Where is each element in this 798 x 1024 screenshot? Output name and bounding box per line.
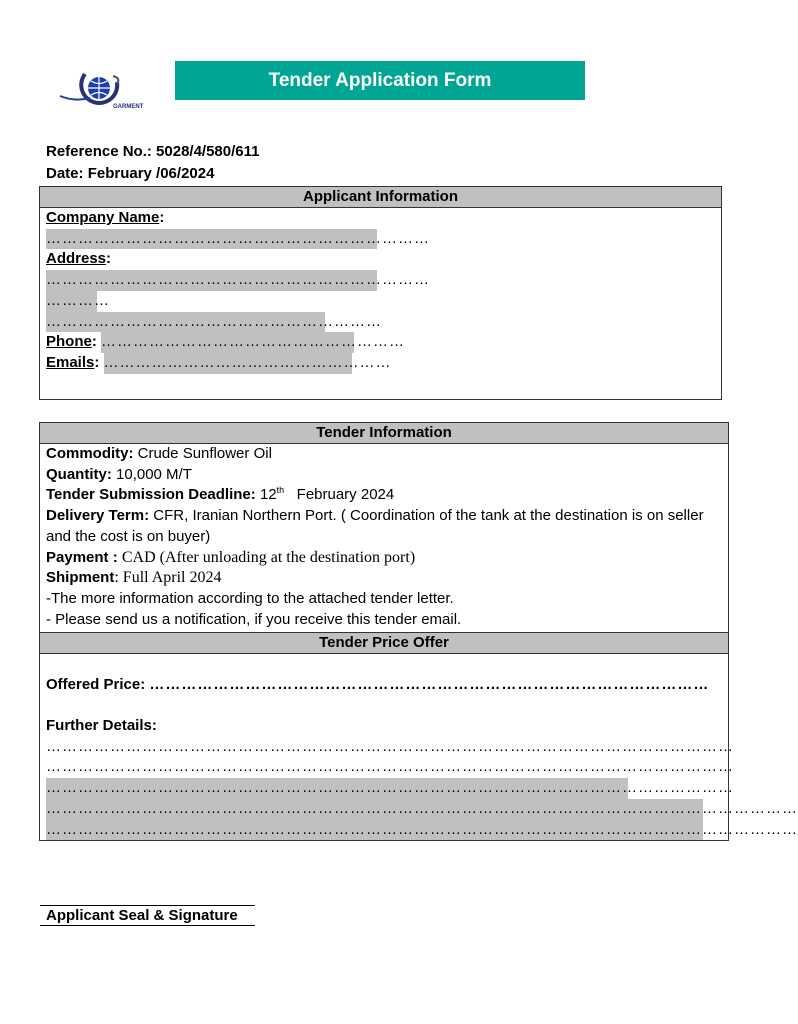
applicant-info-section (39, 186, 722, 400)
tender-info-header: Tender Information (40, 423, 728, 444)
payment-row: Payment : CAD (After unloading at the destination port) (46, 548, 416, 566)
address-field-line-2[interactable]: ………… (46, 291, 97, 312)
price-offer-header: Tender Price Offer (40, 633, 728, 654)
address-label: Address: (46, 250, 112, 268)
deadline-row: Tender Submission Deadline: 12th February 2024 (46, 485, 395, 504)
applicant-seal-signature: Applicant Seal & Signature (40, 905, 255, 926)
tender-info-section (39, 422, 729, 633)
phone-field[interactable]: ………………………………………………… (101, 332, 354, 353)
details-field-line-2[interactable]: ………………………………………………………………………………………………………………… (46, 758, 734, 776)
offered-price-row: Offered Price: …………………………………………………………………………………………… (46, 675, 722, 696)
reference-number: Reference No.: 5028/4/580/611 (46, 143, 260, 160)
company-logo (55, 68, 144, 112)
details-field-line-4[interactable]: …………………………………………………………………………………………………………………………… (46, 799, 703, 820)
further-details-label: Further Details: (46, 717, 157, 735)
emails-field[interactable]: ……………………………………………… (104, 353, 352, 374)
address-field-line-1[interactable]: ……………………………………………………………… (46, 270, 377, 291)
delivery-row: Delivery Term: CFR, Iranian Northern Port. ( Coordination of the tank at the destination is on seller and the cost is on buyer) (46, 507, 704, 545)
emails-label: Emails (46, 353, 95, 371)
details-field-line-1[interactable]: ………………………………………………………………………………………………………………… (46, 737, 734, 755)
form-title: Tender Application Form (175, 61, 585, 100)
date: Date: February /06/2024 (46, 165, 215, 182)
logo-text: GARMENT (113, 104, 144, 110)
emails-row: Emails: ……………………………………………… (46, 353, 715, 374)
offered-price-field[interactable]: …………………………………………………………………………………………… (149, 675, 710, 693)
details-field-line-5[interactable]: …………………………………………………………………………………………………………………………… (46, 820, 703, 841)
phone-row: Phone: ………………………………………………… (46, 332, 715, 353)
shipment-row: Shipment: Full April 2024 (46, 569, 222, 587)
note-attached-letter: -The more information according to the attached tender letter. (46, 589, 454, 607)
details-field-line-3[interactable]: ………………………………………………………………………………………………………………… (46, 778, 628, 799)
commodity-row: Commodity: Crude Sunflower Oil (46, 445, 272, 462)
address-field-line-3[interactable]: ……………………………………………………… (46, 312, 325, 333)
note-send-notification: - Please send us a notification, if you receive this tender email. (46, 610, 462, 628)
price-offer-section (39, 632, 798, 841)
company-name-field[interactable]: ……………………………………………………………… (46, 229, 377, 250)
quantity-row: Quantity: 10,000 M/T (46, 465, 192, 483)
company-name-label: Company Name: (46, 209, 165, 226)
globe-logo-icon (55, 68, 144, 112)
applicant-info-header: Applicant Information (40, 187, 721, 208)
phone-label: Phone (46, 333, 92, 351)
